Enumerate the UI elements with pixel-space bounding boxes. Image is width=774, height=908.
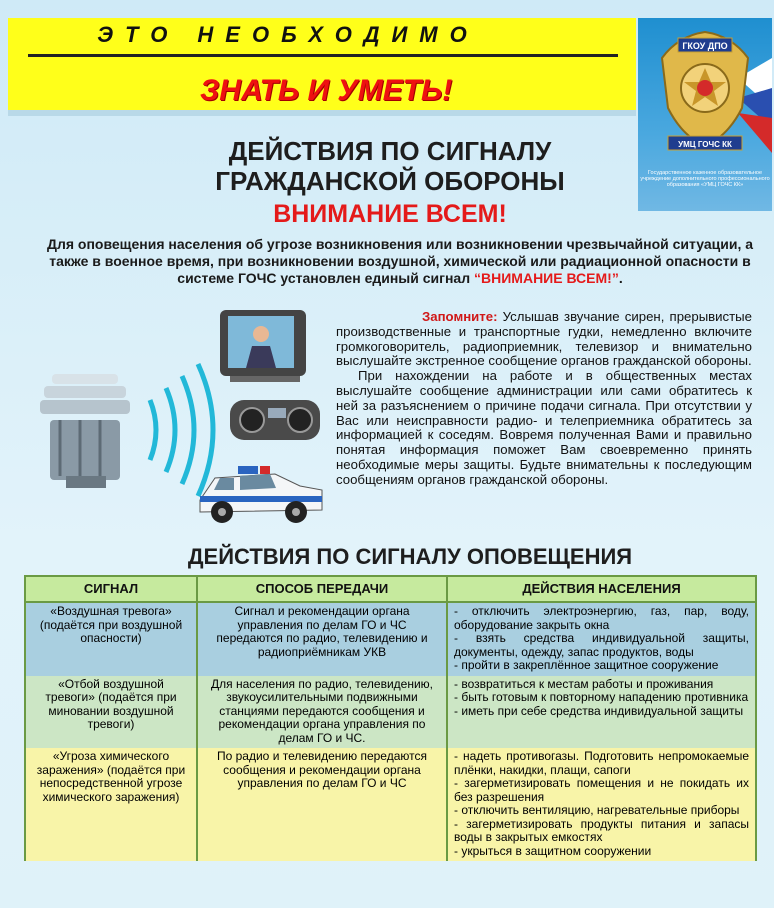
table-row — [25, 602, 756, 676]
action-item: - пройти в закреплённое защитное сооружение — [454, 658, 719, 672]
header-signal: СИГНАЛ — [25, 576, 197, 602]
table-header-row — [25, 576, 756, 602]
emblem-badge-icon — [638, 18, 772, 168]
action-item: - укрыться в защитном сооружении — [454, 843, 652, 858]
header-method: СПОСОБ ПЕРЕДАЧИ — [197, 576, 447, 602]
action-item: - иметь при себе средства индивидуальной защиты — [454, 703, 744, 718]
table-title: ДЕЙСТВИЯ ПО СИГНАЛУ ОПОВЕЩЕНИЯ — [187, 544, 633, 569]
banner-subtitle: ЭТО НЕОБХОДИМО — [97, 22, 479, 47]
banner-title: ЗНАТЬ И УМЕТЬ! — [200, 74, 453, 107]
emblem-caption: Государственное казенное образовательное учреждение дополнительного профессионального образования «УМЦ ГОЧС КК» — [640, 170, 770, 188]
intro-paragraph — [40, 236, 760, 287]
emblem-ribbon: УМЦ ГОЧС КК — [678, 140, 732, 149]
action-item: - надеть противогазы. Подготовить непромокаемые плёнки, накидки, плащи, сапоги — [454, 749, 749, 777]
instruction-paragraph-1 — [336, 310, 752, 369]
instruction-p1: Услышав звучание сирен, прерывистые производственные и транспортные гудки, немедленно включите громкоговоритель, радиоприемник, телевизор и внимательно выслушайте экстренное сообщение органов гражданской обороны. — [336, 309, 752, 369]
title-line-2: ГРАЖДАНСКОЙ ОБОРОНЫ — [215, 166, 565, 196]
intro-signal: “ВНИМАНИЕ ВСЕМ!” — [474, 270, 619, 286]
top-banner — [8, 18, 636, 116]
action-item: - отключить вентиляцию, нагревательные приборы — [454, 803, 740, 817]
method-cell: По радио и телевидению передаются сообщения и рекомендации органа управления по делам ГО и ЧС — [197, 748, 447, 861]
instruction-paragraph-2: При нахождении на работе и в общественных местах выслушайте сообщение администрации или сами обратитесь к ней за разъяснением о причине подачи сигнала. При отсутствии у Вас или неисправности радио- и телеприемника обратитесь за информацией к соседям. Вовремя полученная Вами и правильно понятая информация поможет Вам своевременно принять необходимые меры защиты. Будьте внимательны к последующим сообщениям органов гражданской обороны. — [336, 368, 752, 487]
intro-end: . — [618, 270, 623, 286]
instructions-text — [336, 310, 752, 488]
emblem-title: ГКОУ ДПО — [682, 41, 728, 51]
action-item: - быть готовым к повторному нападению противника — [454, 690, 749, 704]
action-item: - взять средства индивидуальной защиты, документы, одежду, запас продуктов, воды — [454, 631, 749, 659]
police-car-icon — [200, 466, 322, 523]
method-cell: Сигнал и рекомендации органа управления по делам ГО и ЧС передаются по радио, телевидению и радиоприёмникам УКВ — [197, 602, 447, 676]
actions-cell — [447, 602, 756, 676]
table-row — [25, 676, 756, 749]
banner-divider — [28, 54, 618, 57]
remember-label: Запомните: — [422, 309, 498, 324]
header-actions: ДЕЙСТВИЯ НАСЕЛЕНИЯ — [447, 576, 756, 602]
actions-cell — [447, 676, 756, 749]
organization-emblem — [638, 18, 772, 211]
page-title — [150, 136, 630, 196]
action-item: - загерметизировать продукты питания и запасы воды в закрытых емкостях — [454, 816, 749, 844]
action-item: - возвратиться к местам работы и проживания — [454, 676, 714, 691]
signal-cell: «Угроза химического заражения» (подаётся при непосредственной угрозе химического заражения) — [25, 748, 197, 861]
tv-icon — [220, 310, 306, 382]
sound-waves-icon — [150, 364, 213, 496]
table-row — [25, 748, 756, 861]
action-item: - отключить электроэнергию, газ, пар, воду, оборудование закрыть окна — [454, 604, 749, 632]
radio-icon — [230, 400, 320, 440]
title-line-1: ДЕЙСТВИЯ ПО СИГНАЛУ — [228, 136, 552, 166]
intro-text: Для оповещения населения об угрозе возникновения или возникновении чрезвычайной ситуации, а также в военное время, при возникновении воздушной, химической или радиационной опасности в системе ГОЧС установлен единый сигнал — [46, 236, 754, 286]
method-cell: Для населения по радио, телевидению, звукоусилительными подвижными станциями передаются сообщения и рекомендации органа управления по делам ГО и ЧС. — [197, 676, 447, 749]
alert-title: ВНИМАНИЕ ВСЕМ! — [273, 200, 507, 228]
warning-illustration — [30, 300, 330, 540]
actions-cell — [447, 748, 756, 861]
signal-cell: «Отбой воздушной тревоги» (подаётся при миновании воздушной тревоги) — [25, 676, 197, 749]
action-item: - загерметизировать помещения и не покидать их без разрешения — [454, 776, 749, 804]
siren-icon — [40, 374, 130, 488]
signals-table — [24, 575, 757, 861]
signal-cell: «Воздушная тревога» (подаётся при воздушной опасности) — [25, 602, 197, 676]
